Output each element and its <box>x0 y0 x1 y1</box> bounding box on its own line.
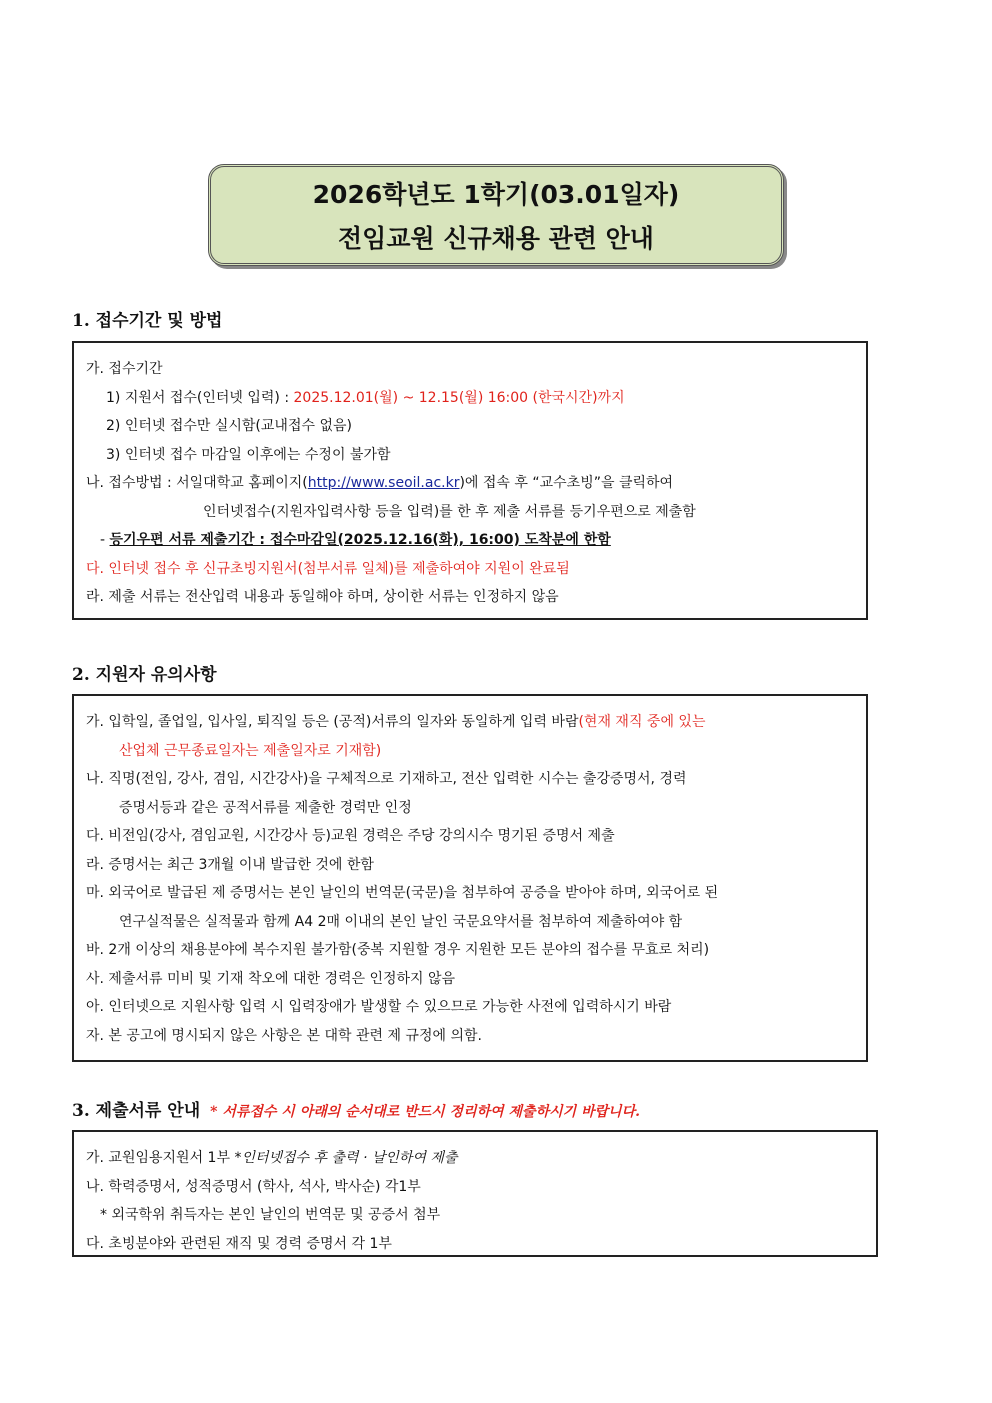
s2-ga <box>86 708 856 737</box>
title-line-2: 전임교원 신규채용 관련 안내 <box>338 224 654 253</box>
s2-ga-text: 가. 입학일, 졸업일, 입사일, 퇴직일 등은 (공적)서류의 일자와 동일하게 입력 바람 <box>86 714 579 730</box>
section-2-box <box>72 694 868 1062</box>
s3-da: 다. 초빙분야와 관련된 재직 및 경력 증명서 각 1부 <box>86 1235 392 1252</box>
s1-na-cont: 인터넷접수(지원자입력사항 등을 입력)를 한 후 제출 서류를 등기우편으로 제출함 <box>203 503 696 520</box>
section-3-title: 3. 제출서류 안내 <box>72 1101 201 1121</box>
s1-da: 다. 인터넷 접수 후 신규초빙지원서(첨부서류 일체)를 제출하여야 지원이 완료됨 <box>86 560 570 577</box>
s1-ga-1-date: 2025.12.01(월) ~ 12.15(월) 16:00 (한국시간)까지 <box>293 389 625 406</box>
s1-dash <box>86 526 856 555</box>
s1-na-suffix: )에 접속 후 “교수초빙”을 클릭하여 <box>459 475 674 491</box>
s1-mail-deadline: 등기우편 서류 제출기간 : 접수마감일(2025.12.16(화), 16:00) 도착분에 한함 <box>109 532 611 548</box>
section-3-box <box>72 1130 878 1257</box>
section-3-heading <box>72 1096 640 1121</box>
s1-na-prefix: 나. 접수방법 : 서일대학교 홈페이지( <box>86 475 308 491</box>
section-2-heading: 2. 지원자 유의사항 <box>72 665 217 685</box>
s1-ra: 라. 제출 서류는 전산입력 내용과 동일해야 하며, 상이한 서류는 인정하지 않음 <box>86 589 559 605</box>
s3-note: * 외국학위 취득자는 본인 날인의 번역문 및 공증서 첨부 <box>100 1207 441 1223</box>
s1-ga-1-prefix: 1) 지원서 접수(인터넷 입력) : <box>106 389 294 406</box>
s3-na: 나. 학력증명서, 성적증명서 (학사, 석사, 박사순) 각1부 <box>86 1178 421 1195</box>
s1-na <box>86 469 856 498</box>
s2-ma-cont: 연구실적물은 실적물과 함께 A4 2매 이내의 본인 날인 국문요약서를 첨부하여 제출하여야 함 <box>119 913 683 930</box>
s2-ga-red: (현재 재직 중에 있는 <box>578 714 706 730</box>
section-1-box <box>72 341 868 620</box>
s2-ra: 라. 증명서는 최근 3개월 이내 발급한 것에 한함 <box>86 856 374 873</box>
s3-ga <box>86 1144 866 1173</box>
s2-sa: 사. 제출서류 미비 및 기재 착오에 대한 경력은 인정하지 않음 <box>86 970 456 987</box>
s2-ja: 자. 본 공고에 명시되지 않은 사항은 본 대학 관련 제 규정에 의함. <box>86 1027 482 1044</box>
title-line-1: 2026학년도 1학기(03.01일자) <box>312 180 680 209</box>
s1-ga-3: 3) 인터넷 접수 마감일 이후에는 수정이 불가함 <box>106 446 391 463</box>
homepage-link[interactable]: http://www.seoil.ac.kr <box>307 475 460 491</box>
s2-a: 아. 인터넷으로 지원사항 입력 시 입력장애가 발생할 수 있으므로 가능한 사전에 입력하시기 바람 <box>86 999 672 1015</box>
s2-ma: 마. 외국어로 발급된 제 증명서는 본인 날인의 번역문(국문)을 첨부하여 공증을 받아야 하며, 외국어로 된 <box>86 885 719 901</box>
s1-ga-2: 2) 인터넷 접수만 실시함(교내접수 없음) <box>106 418 352 434</box>
s2-ga-cont: 산업체 근무종료일자는 제출일자로 기재함) <box>119 742 382 759</box>
s2-ba: 바. 2개 이상의 채용분야에 복수지원 불가함(중복 지원할 경우 지원한 모든 분야의 접수를 무효로 처리) <box>86 942 710 958</box>
s2-da: 다. 비전임(강사, 겸임교원, 시간강사 등)교원 경력은 주당 강의시수 명기된 증명서 제출 <box>86 828 615 844</box>
s2-na: 나. 직명(전임, 강사, 겸임, 시간강사)을 구체적으로 기재하고, 전산 입력한 시수는 출강증명서, 경력 <box>86 771 687 787</box>
s1-dash-prefix: - <box>100 532 110 548</box>
s1-ga: 가. 접수기간 <box>86 361 163 377</box>
s2-na-cont: 증명서등과 같은 공적서류를 제출한 경력만 인정 <box>119 799 412 816</box>
s1-ga-1 <box>86 384 856 413</box>
section-1-heading: 1. 접수기간 및 방법 <box>72 311 223 331</box>
title-box <box>208 164 784 266</box>
s3-ga-note: *인터넷접수 후 출력 · 날인하여 제출 <box>234 1150 458 1166</box>
section-3-note: * 서류접수 시 아래의 순서대로 반드시 정리하여 제출하시기 바랍니다. <box>210 1104 640 1120</box>
s3-ga-text: 가. 교원임용지원서 1부 <box>86 1150 235 1166</box>
